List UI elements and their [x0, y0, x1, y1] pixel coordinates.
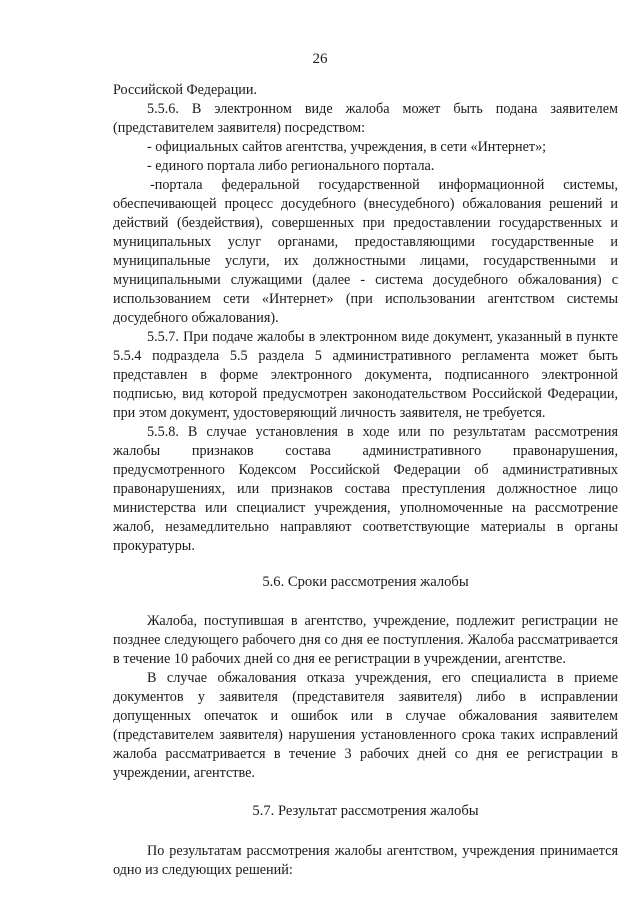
paragraph-5-5-6: 5.5.6. В электронном виде жалоба может быть подана заявителем (представителем заявителя) посредством:	[113, 101, 618, 136]
paragraph-5-5-7: 5.5.7. При подаче жалобы в электронном виде документ, указанный в пункте 5.5.4 подраздела 5.5 раздела 5 административного регламента может быть представлен в форме электронного документа, подписанного электронной подписью, вид которой предусмотрен законодательством Российской Федерации, при этом документ, удостоверяющий личность заявителя, не требуется.	[113, 329, 618, 421]
section-heading-5-7: 5.7. Результат рассмотрения жалобы	[252, 803, 479, 819]
document-body	[113, 81, 618, 880]
list-item-official-sites: - официальных сайтов агентства, учреждения, в сети «Интернет»;	[147, 139, 547, 155]
paragraph-5-6-registration: Жалоба, поступившая в агентство, учреждение, подлежит регистрации не позднее следующего рабочего дня со дня ее поступления. Жалоба рассматривается в течение 10 рабочих дней со дня ее регистрации в учреждении, агентстве.	[113, 613, 618, 667]
page-number: 26	[312, 51, 328, 67]
paragraph-5-5-8: 5.5.8. В случае установления в ходе или по результатам рассмотрения жалобы признаков состава административного правонарушения, предусмотренного Кодексом Российской Федерации об административных правонарушениях, или признаков состава преступления должностное лицо министерства или специалист учреждения, уполномоченные на рассмотрение жалоб, незамедлительно направляют соответствующие материалы в органы прокуратуры.	[113, 424, 618, 554]
list-item-single-portal: - единого портала либо регионального портала.	[147, 158, 435, 174]
paragraph-continuation: Российской Федерации.	[113, 82, 258, 98]
list-item-federal-portal: -портала федеральной государственной информационной системы, обеспечивающей процесс досудебного (внесудебного) обжалования решений и действий (бездействия), совершенных при предоставлении государственных и муниципальных услуг органами, предоставляющими государственные и муниципальные услуги, их должностными лицами, государственными и муниципальными служащими (далее - система досудебного обжалования) с использованием сети «Интернет» (при использовании агентством системы досудебного обжалования).	[113, 177, 618, 326]
paragraph-5-6-refusal: В случае обжалования отказа учреждения, его специалиста в приеме документов у заявителя (представителя заявителя) либо в исправлении допущенных опечаток и ошибок или в случае обжалования заявителем (представителем заявителя) нарушения установленного срока таких исправлений жалоба рассматривается в течение 3 рабочих дней со дня ее регистрации в учреждении, агентстве.	[113, 670, 618, 781]
section-heading-5-6: 5.6. Сроки рассмотрения жалобы	[262, 574, 469, 590]
paragraph-5-7-decisions: По результатам рассмотрения жалобы агентством, учреждения принимается одно из следующих решений:	[113, 843, 618, 878]
